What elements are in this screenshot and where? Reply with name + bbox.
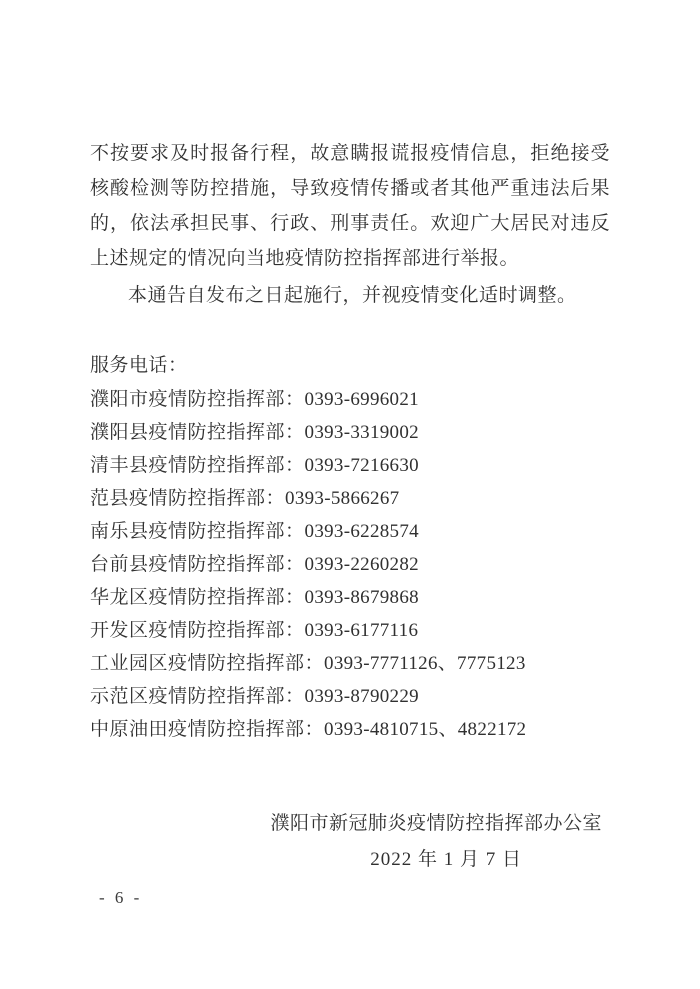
hotline-department: 台前县疫情防控指挥部： xyxy=(90,554,305,575)
hotline-department: 南乐县疫情防控指挥部： xyxy=(90,521,305,542)
hotline-department: 濮阳县疫情防控指挥部： xyxy=(90,422,305,443)
hotline-department: 开发区疫情防控指挥部： xyxy=(90,620,305,641)
hotline-row-puyang-city xyxy=(90,383,610,416)
issue-date: 2022 年 1 月 7 日 xyxy=(370,849,522,870)
hotline-department: 华龙区疫情防控指挥部： xyxy=(90,587,305,608)
hotline-number: 0393-2260282 xyxy=(304,554,419,575)
hotline-row-kaifa-district xyxy=(90,614,610,647)
hotline-department: 工业园区疫情防控指挥部： xyxy=(90,653,325,674)
hotline-number: 0393-6996021 xyxy=(304,389,419,410)
document-content xyxy=(90,136,610,878)
hotline-row-hualong-district xyxy=(90,581,610,614)
hotline-number: 0393-8679868 xyxy=(304,587,419,608)
hotline-row-qingfeng-county xyxy=(90,449,610,482)
page-number: - 6 - xyxy=(99,888,143,907)
hotline-department: 中原油田疫情防控指挥部： xyxy=(90,719,325,740)
hotline-row-industrial-park xyxy=(90,647,610,680)
hotline-department: 示范区疫情防控指挥部： xyxy=(90,686,305,707)
hotline-number: 0393-8790229 xyxy=(304,686,419,707)
hotline-row-puyang-county xyxy=(90,416,610,449)
hotline-row-shifan-district xyxy=(90,680,610,713)
hotline-row-zhongyuan-oilfield xyxy=(90,713,610,746)
hotline-row-taiqian-county xyxy=(90,548,610,581)
hotline-department: 清丰县疫情防控指挥部： xyxy=(90,455,305,476)
hotline-row-fan-county xyxy=(90,482,610,515)
hotline-number: 0393-5866267 xyxy=(285,488,400,509)
paragraph-effective-date: 本通告自发布之日起施行，并视疫情变化适时调整。 xyxy=(128,285,577,306)
hotline-number: 0393-6177116 xyxy=(304,620,419,641)
issuer-name: 濮阳市新冠肺炎疫情防控指挥部办公室 xyxy=(270,813,602,834)
hotline-number: 0393-7216630 xyxy=(304,455,419,476)
hotline-number: 0393-4810715、4822172 xyxy=(324,719,527,740)
hotline-number: 0393-3319002 xyxy=(304,422,419,443)
hotline-department: 范县疫情防控指挥部： xyxy=(90,488,286,509)
hotline-number: 0393-7771126、7775123 xyxy=(324,653,526,674)
signature-block xyxy=(90,806,610,878)
hotline-heading: 服务电话： xyxy=(90,355,188,376)
hotline-number: 0393-6228574 xyxy=(304,521,419,542)
hotline-department: 濮阳市疫情防控指挥部： xyxy=(90,389,305,410)
hotline-list xyxy=(90,383,610,746)
hotline-row-nanle-county xyxy=(90,515,610,548)
paragraph-legal-liability: 不按要求及时报备行程，故意瞒报谎报疫情信息，拒绝接受核酸检测等防控措施，导致疫情传播或者其他严重违法后果的，依法承担民事、行政、刑事责任。欢迎广大居民对违反上述规定的情况向当地疫情防控指挥部进行举报。 xyxy=(90,143,610,269)
